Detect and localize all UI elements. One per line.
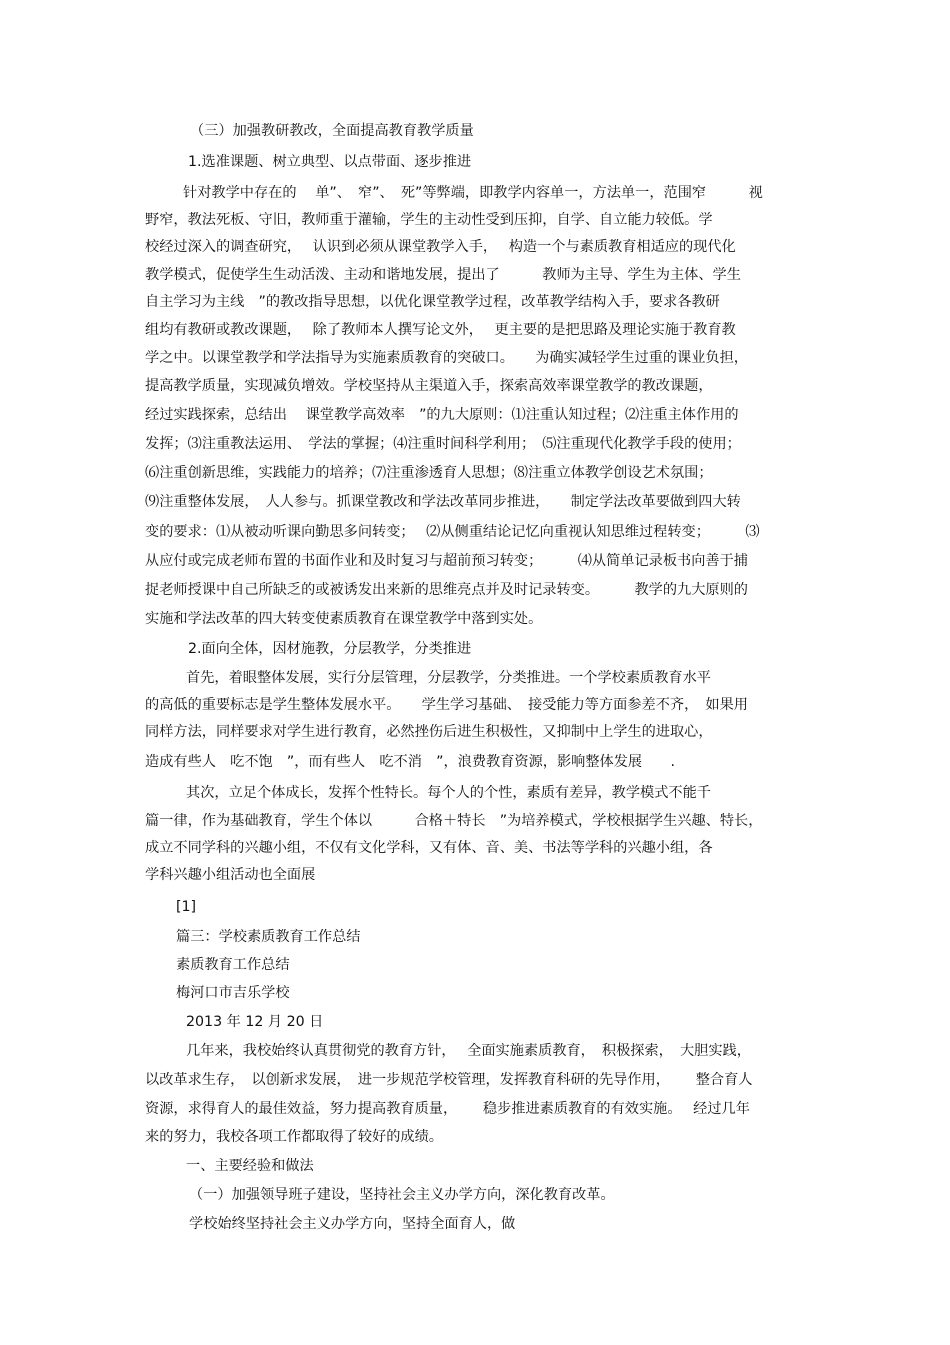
- paragraph-line: 造成有些人 吃不饱 ”，而有些人 吃不消 ”，浪费教育资源，影响整体发展 .: [145, 754, 675, 770]
- paragraph-line: 经过实践探索，总结出 课堂教学高效率 ”的九大原则：⑴注重认知过程；⑵注重主体作用的: [145, 407, 739, 423]
- paragraph-line: 以改革求生存， 以创新求发展， 进一步规范学校管理，发挥教育科研的先导作用， 整合育人: [145, 1072, 753, 1088]
- paragraph-line: 篇一律，作为基础教育，学生个体以 合格＋特长 ”为培养模式，学校根据学生兴趣、特长，: [145, 813, 763, 829]
- paragraph-line: 教学模式，促使学生生动活泼、主动和谐地发展，提出了 教师为主导、学生为主体、学生: [145, 267, 741, 283]
- paragraph-line: 的高低的重要标志是学生整体发展水平。 学生学习基础、 接受能力等方面参差不齐， 如果用: [145, 697, 748, 713]
- paragraph-line: 学科兴趣小组活动也全面展: [145, 867, 316, 883]
- section-heading: 一、主要经验和做法: [186, 1158, 314, 1174]
- school-name: 梅河口市吉乐学校: [176, 985, 290, 1001]
- paragraph-line: 变的要求：⑴从被动听课向勤思多问转变； ⑵从侧重结论记忆向重视认知思维过程转变； ⑶: [145, 524, 760, 540]
- paragraph-line: 从应付或完成老师布置的书面作业和及时复习与超前预习转变； ⑷从简单记录板书向善于捕: [145, 553, 748, 569]
- paragraph-line: 实施和学法改革的四大转变使素质教育在课堂教学中落到实处。: [145, 611, 543, 627]
- paragraph-line: 校经过深入的调查研究， 认识到必须从课堂教学入手， 构造一个与素质教育相适应的现代化: [145, 239, 736, 255]
- paragraph-line: 发挥；⑶注重教法运用、 学法的掌握；⑷注重时间科学利用； ⑸注重现代化教学手段的使用；: [145, 436, 741, 452]
- subsection-heading: （一）加强领导班子建设，坚持社会主义办学方向，深化教育改革。: [189, 1187, 615, 1203]
- paragraph-line: 自主学习为主线 ”的教改指导思想，以优化课堂教学过程，改革教学结构入手，要求各教研: [145, 294, 720, 310]
- section-heading: （三）加强教研教改，全面提高教育教学质量: [190, 123, 474, 139]
- article-label: 篇三：学校素质教育工作总结: [176, 929, 361, 945]
- paragraph-line: 几年来，我校始终认真贯彻党的教育方针， 全面实施素质教育， 积极探索， 大胆实践，: [186, 1043, 751, 1059]
- paragraph-line: 捉老师授课中自己所缺乏的或被诱发出来新的思维亮点并及时记录转变。 教学的九大原则的: [145, 582, 748, 598]
- paragraph-line: 来的努力，我校各项工作都取得了较好的成绩。: [145, 1129, 443, 1145]
- subsection-heading-2: 2.面向全体，因材施教，分层教学，分类推进: [188, 641, 472, 657]
- subsection-heading-1: 1.选准课题、树立典型、以点带面、逐步推进: [188, 154, 472, 170]
- paragraph-line: 学之中。以课堂教学和学法指导为实施素质教育的突破口。 为确实减轻学生过重的课业负担，: [145, 350, 748, 366]
- paragraph-line: 组均有教研或教改课题， 除了教师本人撰写论文外， 更主要的是把思路及理论实施于教育教: [145, 322, 736, 338]
- paragraph-line: 其次，立足个体成长，发挥个性特长。每个人的个性，素质有差异，教学模式不能千: [186, 785, 711, 801]
- reference-mark: [1]: [176, 899, 197, 915]
- paragraph-line: 提高教学质量，实现减负增效。学校坚持从主渠道入手，探索高效率课堂教学的教改课题，: [145, 378, 713, 394]
- paragraph-line: ⑼注重整体发展， 人人参与。抓课堂教改和学法改革同步推进， 制定学法改革要做到四大转: [145, 494, 741, 510]
- article-title: 素质教育工作总结: [176, 957, 290, 973]
- paragraph-line: 野窄，教法死板、守旧，教师重于灌输，学生的主动性受到压抑，自学、自立能力较低。学: [145, 212, 713, 228]
- paragraph-line: 学校始终坚持社会主义办学方向，坚持全面育人，做: [189, 1216, 516, 1232]
- paragraph-line: 首先，着眼整体发展，实行分层管理，分层教学，分类推进。一个学校素质教育水平: [186, 670, 711, 686]
- paragraph-line: ⑹注重创新思维，实践能力的培养；⑺注重渗透育人思想；⑻注重立体教学创设艺术氛围；: [145, 465, 713, 481]
- paragraph-line: 资源，求得育人的最佳效益，努力提高教育质量， 稳步推进素质教育的有效实施。 经过几年: [145, 1101, 750, 1117]
- paragraph-line: 成立不同学科的兴趣小组，不仅有文化学科，又有体、音、美、书法等学科的兴趣小组，各: [145, 840, 713, 856]
- paragraph-line: 同样方法，同样要求对学生进行教育，必然挫伤后进生积极性，又抑制中上学生的进取心，: [145, 724, 713, 740]
- paragraph-line: 针对教学中存在的 单”、 窄”、 死”等弊端，即教学内容单一，方法单一，范围窄 视: [183, 185, 763, 201]
- article-date: 2013 年 12 月 20 日: [186, 1014, 324, 1030]
